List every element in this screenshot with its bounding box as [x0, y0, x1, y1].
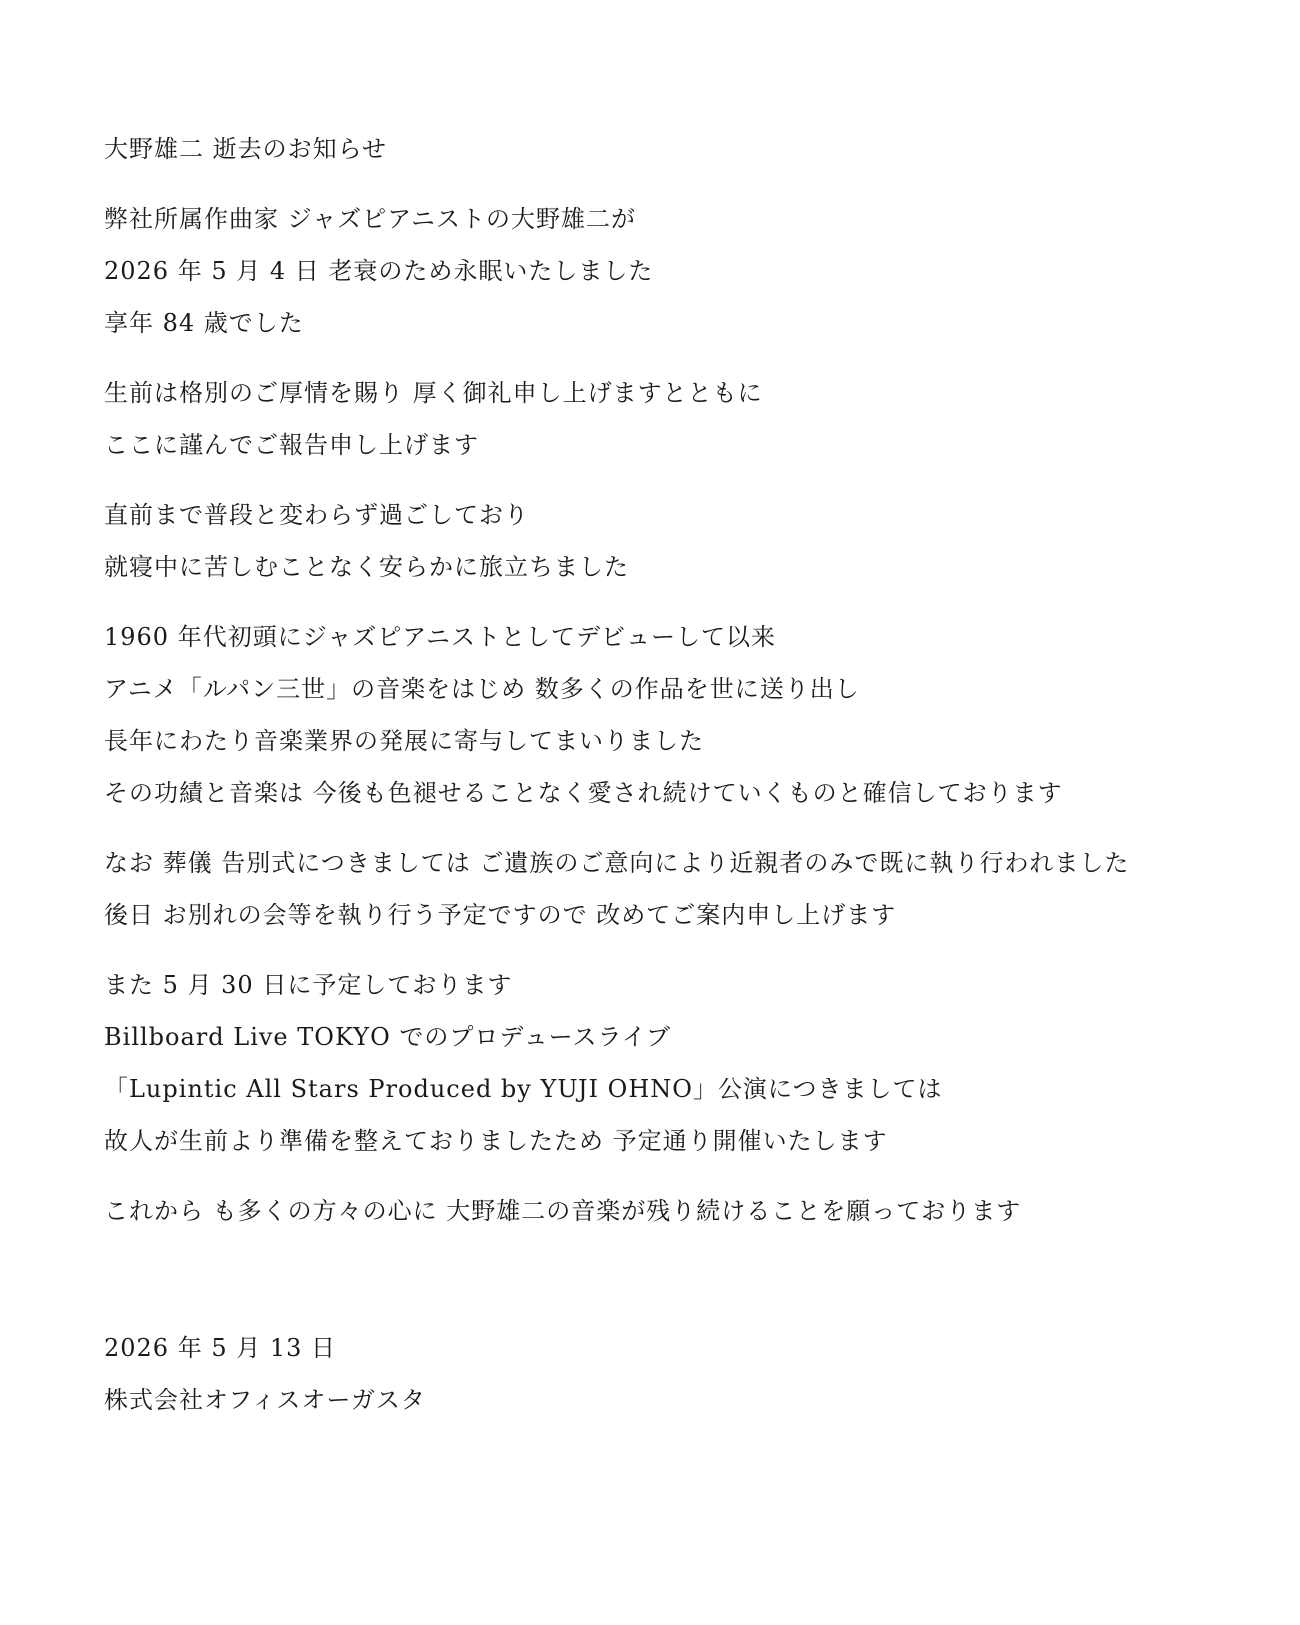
paragraph-6-line-2: Billboard Live TOKYO でのプロデュースライブ [104, 1023, 672, 1051]
paragraph-1-line-3: 享年 84 歳でした [104, 309, 304, 337]
paragraph-3-line-1: 直前まで普段と変わらず過ごしており [104, 501, 529, 529]
paragraph-5-line-2: 後日 お別れの会等を執り行う予定ですので 改めてご案内申し上げます [104, 901, 897, 929]
notice-title: 大野雄二 逝去のお知らせ [104, 135, 387, 163]
paragraph-2-line-1: 生前は格別のご厚情を賜り 厚く御礼申し上げますとともに [104, 379, 763, 407]
spacer [104, 819, 1284, 837]
paragraph-4-line-4: その功績と音楽は 今後も色褪せることなく愛され続けていくものと確信しております [104, 779, 1063, 807]
paragraph-4-line-1: 1960 年代初頭にジャズピアニストとしてデビューして以来 [104, 623, 777, 651]
spacer [104, 1237, 1284, 1322]
paragraph-3-line-2: 就寝中に苦しむことなく安らかに旅立ちました [104, 553, 629, 581]
spacer [104, 941, 1284, 959]
paragraph-5-line-1: なお 葬儀 告別式につきましては ご遺族のご意向により近親者のみで既に執り行われました [104, 849, 1130, 877]
spacer [104, 593, 1284, 611]
spacer [104, 1167, 1284, 1185]
spacer [104, 175, 1284, 193]
footer-company: 株式会社オフィスオーガスタ [104, 1386, 426, 1414]
footer-date: 2026 年 5 月 13 日 [104, 1334, 337, 1362]
notice-document [104, 123, 1284, 1426]
paragraph-2-line-2: ここに謹んでご報告申し上げます [104, 431, 479, 459]
paragraph-6-line-4: 故人が生前より準備を整えておりましたため 予定通り開催いたします [104, 1127, 888, 1155]
paragraph-1-line-2: 2026 年 5 月 4 日 老衰のため永眠いたしました [104, 257, 654, 285]
paragraph-6-line-3: 「Lupintic All Stars Produced by YUJI OHNO」公演につきましては [104, 1075, 943, 1103]
paragraph-7-line-1: これから も多くの方々の心に 大野雄二の音楽が残り続けることを願っております [104, 1197, 1022, 1225]
paragraph-4-line-3: 長年にわたり音楽業界の発展に寄与してまいりました [104, 727, 704, 755]
paragraph-4-line-2: アニメ「ルパン三世」の音楽をはじめ 数多くの作品を世に送り出し [104, 675, 860, 703]
spacer [104, 349, 1284, 367]
paragraph-1-line-1: 弊社所属作曲家 ジャズピアニストの大野雄二が [104, 205, 636, 233]
spacer [104, 471, 1284, 489]
paragraph-6-line-1: また 5 月 30 日に予定しております [104, 971, 513, 999]
